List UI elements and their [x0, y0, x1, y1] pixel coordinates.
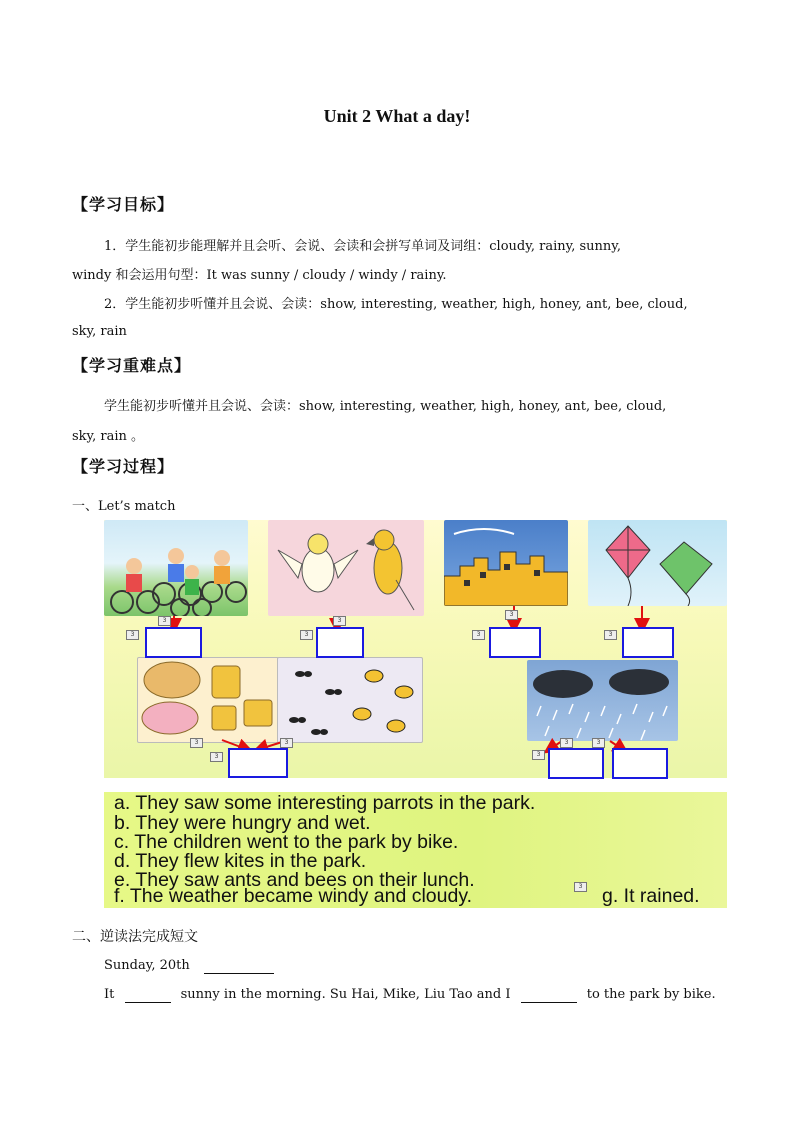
sentence-d: d. They flew kites in the park.: [114, 850, 367, 872]
anchor-tag: 3: [592, 738, 605, 748]
goal-line-3: 2．学生能初步听懂并且会说、会读：show, interesting, weather, high, honey, ant, bee, cloud,: [104, 297, 688, 312]
answer-box-city[interactable]: [489, 627, 541, 658]
part1-label: 一、Let’s match: [72, 499, 176, 514]
sentence-b: b. They were hungry and wet.: [114, 812, 371, 834]
anchor-tag: 3: [532, 750, 545, 760]
anchor-tag: 3: [574, 882, 587, 892]
anchor-tag: 3: [505, 610, 518, 620]
story-blank-2[interactable]: [521, 987, 577, 1003]
match-picture-area: [104, 520, 727, 778]
anchor-tag: 3: [126, 630, 139, 640]
answer-box-parrots[interactable]: [316, 627, 364, 658]
sentence-e: e. They saw ants and bees on their lunch.: [114, 869, 475, 891]
keypoint-line-1: 学生能初步听懂并且会说、会读：show, interesting, weather, high, honey, ant, bee, cloud,: [104, 399, 667, 414]
anchor-tag: 3: [280, 738, 293, 748]
goal-line-2: windy 和会运用句型：It was sunny / cloudy / windy / rainy.: [72, 268, 447, 283]
sentence-strip: [104, 792, 727, 908]
answer-box-bikes[interactable]: [145, 627, 202, 658]
goal-line-4: sky, rain: [72, 324, 127, 339]
anchor-tag: 3: [158, 616, 171, 626]
heading-learning-goals: 【学习目标】: [72, 195, 175, 214]
heading-learning-process: 【学习过程】: [72, 457, 175, 476]
goal-line-1: 1．学生能初步能理解并且会听、会说、会读和会拼写单词及词组：cloudy, rainy, sunny,: [104, 239, 622, 254]
sentence-c: c. The children went to the park by bike.: [114, 831, 459, 853]
sentence-f: f. The weather became windy and cloudy.: [114, 885, 473, 907]
anchor-tag: 3: [333, 616, 346, 626]
story-mid: sunny in the morning. Su Hai, Mike, Liu Tao and I: [180, 987, 511, 1002]
anchor-tag: 3: [300, 630, 313, 640]
date-line: [104, 958, 274, 974]
story-it: It: [104, 987, 115, 1002]
answer-box-lunch[interactable]: [228, 748, 288, 778]
heading-key-points: 【学习重难点】: [72, 356, 192, 375]
answer-box-rain-right[interactable]: [612, 748, 668, 779]
sentence-a: a. They saw some interesting parrots in the park.: [114, 792, 536, 814]
story-end: to the park by bike.: [586, 987, 716, 1002]
answer-box-kites[interactable]: [622, 627, 674, 658]
answer-box-rain-left[interactable]: [548, 748, 604, 779]
anchor-tag: 3: [604, 630, 617, 640]
anchor-tag: 3: [472, 630, 485, 640]
story-line: [104, 987, 716, 1003]
anchor-tag: 3: [560, 738, 573, 748]
story-blank-1[interactable]: [125, 987, 171, 1003]
keypoint-line-2: sky, rain 。: [72, 429, 145, 444]
page-title: Unit 2 What a day!: [323, 106, 471, 126]
date-text: Sunday, 20th: [104, 958, 190, 973]
anchor-tag: 3: [210, 752, 223, 762]
sentence-g: g. It rained.: [602, 885, 700, 907]
date-blank[interactable]: [204, 958, 274, 974]
anchor-tag: 3: [190, 738, 203, 748]
part2-label: 二、逆读法完成短文: [72, 929, 198, 945]
